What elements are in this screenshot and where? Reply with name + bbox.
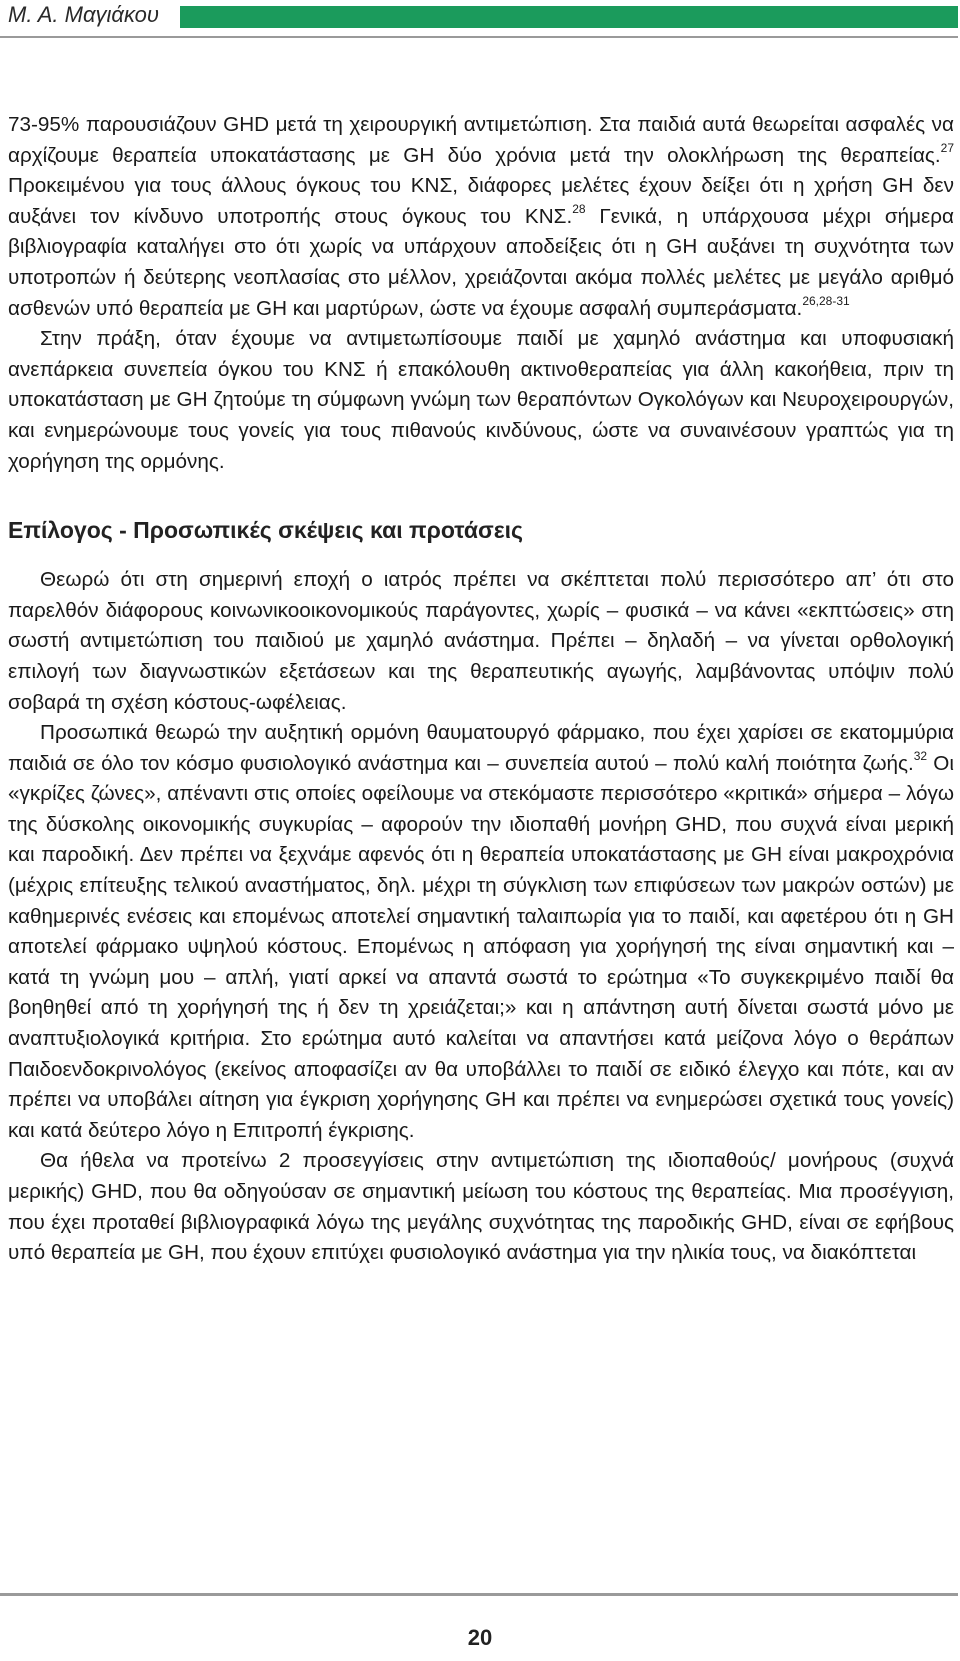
- paragraph-text: Προκειμένου για τους άλλους όγκους του ΚΝΣ, διάφορες μελέτες έχουν δείξει ότι η χρήση GH δεν αυξάνει τον κίνδυνο υποτροπής στους όγκους του ΚΝΣ.: [8, 174, 954, 228]
- section-paragraphs: [8, 565, 954, 1269]
- paragraph-text: 73-95% παρουσιάζουν GHD μετά τη χειρουργική αντιμετώπιση. Στα παιδιά αυτά θεωρείται ασφαλές να αρχίζουμε θεραπεία υποκατάστασης με GH δύο χρόνια μετά την ολοκλήρωση της θεραπείας.: [8, 113, 954, 167]
- paragraph-text: Προσωπικά θεωρώ την αυξητική ορμόνη θαυματουργό φάρμακο, που έχει χαρίσει σε εκατομμύρια παιδιά σε όλο τον κόσμο φυσιολογικό ανάστημα και – συνεπεία αυτού – πολύ καλή ποιότητα ζωής.: [8, 721, 954, 775]
- citation-superscript: 27: [940, 140, 954, 155]
- paragraph-text: Στην πράξη, όταν έχουμε να αντιμετωπίσουμε παιδί με χαμηλό ανάστημα και υποφυσιακή ανεπάρκεια συνεπεία όγκου του ΚΝΣ ή επακόλουθη ακτινοθεραπείας για άλλη κακοήθεια, πριν τη υποκατάσταση με GH ζητούμε τη σύμφωνη γνώμη των θεραπόντων Ογκολόγων και Νευροχειρουργών, και ενημερώνουμε τους γονείς για τους πιθανούς κινδύνους, ώστε να συναινέσουν γραπτώς για τη χορήγηση της ορμόνης.: [8, 327, 954, 473]
- paragraph: [8, 324, 954, 477]
- paragraph: [8, 1146, 954, 1268]
- section-heading: Επίλογος - Προσωπικές σκέψεις και προτάσεις: [8, 517, 524, 544]
- paragraph-text: Θεωρώ ότι στη σημερινή εποχή ο ιατρός πρέπει να σκέπτεται πολύ περισσότερο απ’ ότι στο παρελθόν διάφορους κοινωνικοοικονομικούς παράγοντες, χωρίς – φυσικά – να κάνει «εκπτώσεις» στη σωστή αντιμετώπιση του παιδιού με χαμηλό ανάστημα. Πρέπει – δηλαδή – να γίνεται ορθολογική επιλογή των διαγνωστικών εξετάσεων και της θεραπευτικής αγωγής, λαμβάνοντας υπόψιν πολύ σοβαρά τη σχέση κόστους-ωφέλειας.: [8, 568, 954, 714]
- running-head-author: Μ. Α. Μαγιάκου: [8, 2, 160, 27]
- page-number: 20: [467, 1625, 493, 1650]
- header-rule: [0, 36, 958, 38]
- paragraph: [8, 565, 954, 718]
- paragraph-text: Γενικά, η υπάρχουσα μέχρι σήμερα βιβλιογραφία καταλήγει στο ότι χωρίς να υπάρχουν αποδείξεις ότι η GH αυξάνει τη συχνότητα των υποτροπών ή δεύτερης νεοπλασίας στο μέλλον, χρειάζονται ακόμα πολλές μελέτες με μεγάλο αριθμό ασθενών υπό θεραπεία με GH και μαρτύρων, ώστε να έχουμε ασφαλή συμπεράσματα.: [8, 204, 954, 320]
- page-header: [0, 0, 960, 36]
- paragraph: [8, 718, 954, 1146]
- paragraph-text: Θα ήθελα να προτείνω 2 προσεγγίσεις στην αντιμετώπιση της ιδιοπαθούς/ μονήρους (συχνά μερικής) GHD, που θα οδηγούσαν σε σημαντική μείωση του κόστους της θεραπείας. Μια προσέγγιση, που έχει προταθεί βιβλιογραφικά λόγω της μεγάλης συχνότητας της παροδικής GHD, είναι σε εφήβους υπό θεραπεία με GH, που έχουν επιτύχει φυσιολογικό ανάστημα για την ηλικία τους, να διακόπτεται: [8, 1149, 954, 1265]
- footer-rule: [0, 1593, 958, 1596]
- paragraph-text: Οι «γκρίζες ζώνες», απέναντι στις οποίες οφείλουμε να στεκόμαστε περισσότερο «κριτικά» σήμερα – λόγω της δύσκολης οικονομικής συγκυρίας – αφορούν την ιδιοπαθή μονήρη GHD, που συχνά είναι μερική και παροδική. Δεν πρέπει να ξεχνάμε αφενός ότι η θεραπεία υποκατάστασης με GH είναι μακροχρόνια (μέχρις επίτευξης τελικού αναστήματος, δηλ. μέχρι τη σύγκλιση των επιφύσεων των μακρών οστών) με καθημερινές ενέσεις και επομένως αποτελεί σημαντική ταλαιπωρία για το παιδί, και αφετέρου ότι η GH αποτελεί φάρμακο υψηλού κόστους. Επομένως η απόφαση για χορήγησή της είναι σημαντική και – κατά τη γνώμη μου – απλή, γιατί αρκεί να απαντά σωστά το ερώτημα «Το συγκεκριμένο παιδί θα βοηθηθεί από τη χορήγησή της ή δεν τη χρειάζεται;» και η απάντηση αυτή δίνεται σωστά μόνο με αναπτυξιολογικά κριτήρια. Στο ερώτημα αυτό καλείται να απαντήσει κατά μείζονα λόγο ο θεράπων Παιδοενδοκρινολόγος (εκείνος αποφασίζει αν θα υποβάλλει το παιδί σε ειδικό έλεγχο και πότε, και αν πρέπει να υποβάλει αίτηση για έγκριση χορήγησης GH και πρέπει να ενημερώσει σχετικά τους γονείς) και κατά δεύτερο λόγο η Επιτροπή έγκρισης.: [8, 751, 954, 1142]
- article-body: [8, 110, 954, 1269]
- intro-paragraphs: [8, 110, 954, 477]
- header-color-bar: [180, 6, 958, 28]
- citation-superscript: 32: [913, 748, 928, 763]
- citation-superscript: 26,28-31: [802, 293, 850, 308]
- paragraph: [8, 110, 954, 324]
- citation-superscript: 28: [572, 201, 586, 216]
